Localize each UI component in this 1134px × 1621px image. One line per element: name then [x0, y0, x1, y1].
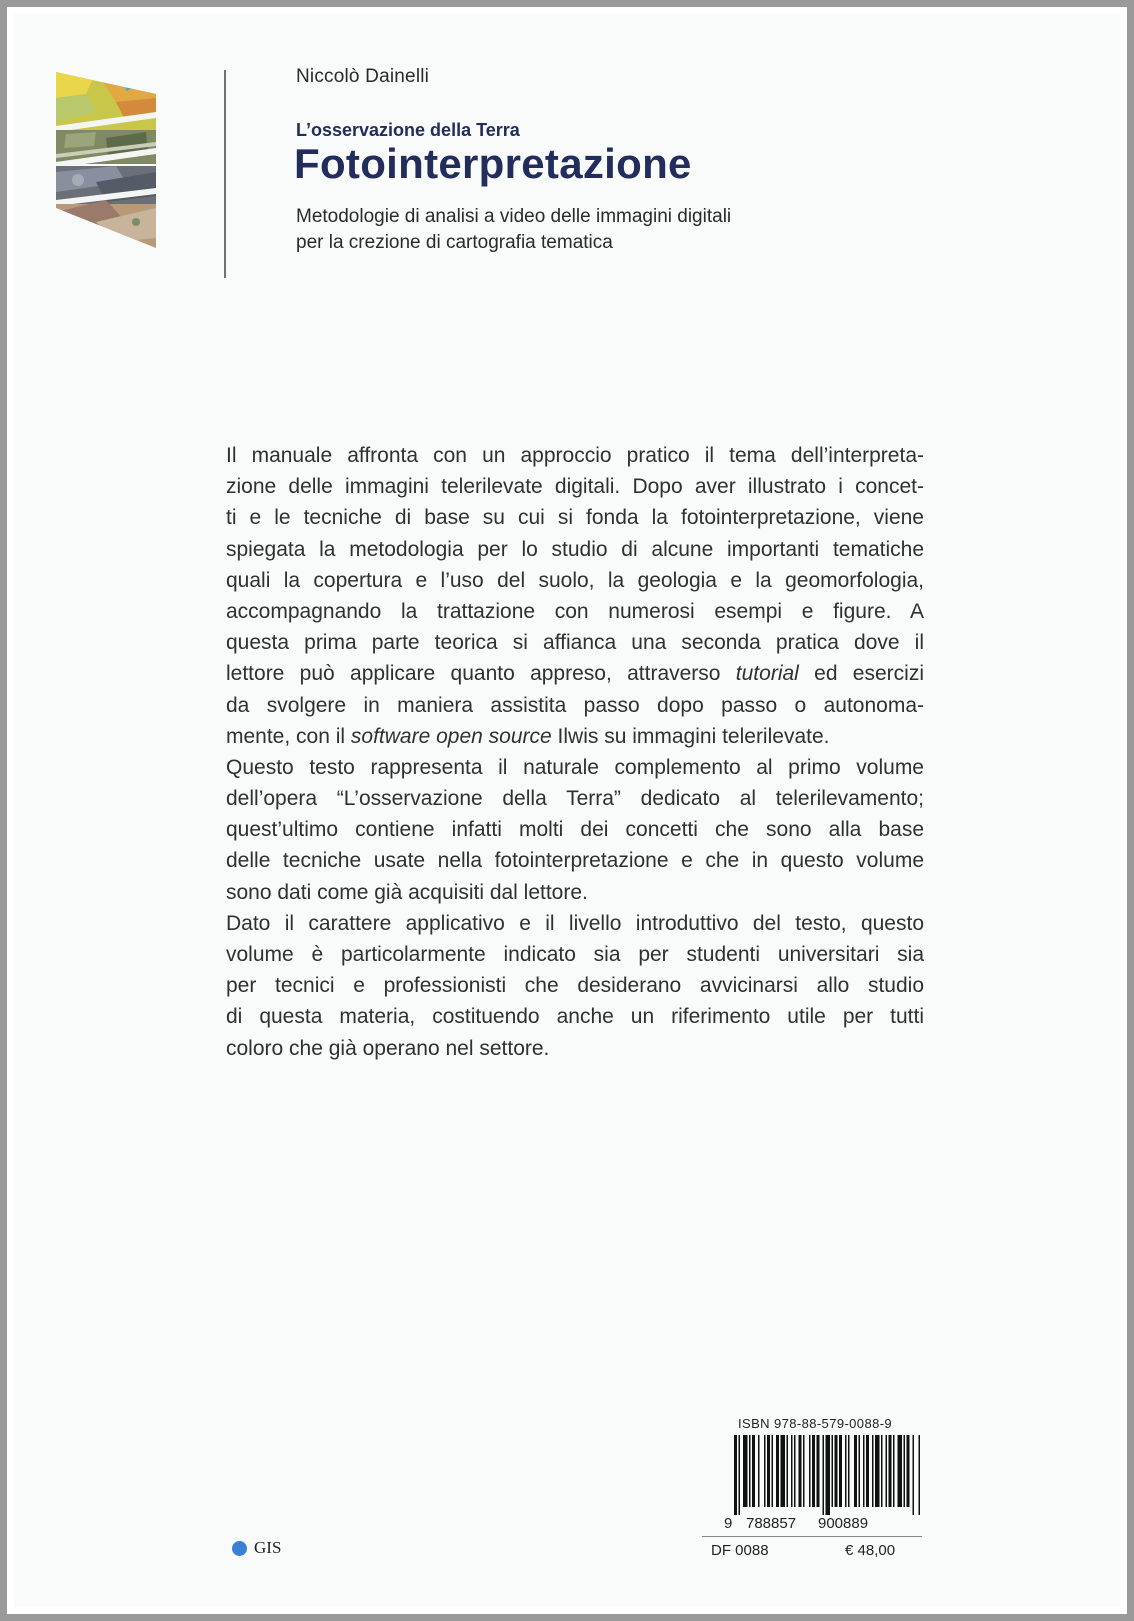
barcode-bar: [839, 1435, 842, 1507]
barcode-bar: [734, 1435, 737, 1515]
blurb-line: ti e le tecniche di base su cui si fonda la fotointerpretazione, viene: [226, 506, 924, 530]
barcode-bar: [787, 1435, 789, 1507]
blurb-line: da svolgere in maniera assistita passo dopo passo o autonoma-: [226, 693, 924, 717]
barcode-bar: [854, 1435, 857, 1507]
barcode-bar: [781, 1435, 786, 1507]
barcode-bar: [907, 1435, 910, 1507]
vertical-divider: [224, 70, 226, 278]
barcode-bar: [881, 1435, 883, 1507]
barcode-bar: [743, 1435, 748, 1507]
barcode-bar: [752, 1435, 755, 1507]
blurb-line: questa prima parte teorica si affianca una seconda pratica dove il: [226, 631, 924, 655]
blurb-fragment: lettore può applicare quanto appreso, attraverso: [226, 662, 721, 686]
barcode-bar: [739, 1435, 741, 1515]
blurb-line: volume è particolarmente indicato sia per studenti universitari sia: [226, 943, 924, 966]
barcode-digits: [724, 1515, 924, 1533]
barcode-bar: [758, 1435, 760, 1507]
barcode-bar: [764, 1435, 766, 1507]
barcode-bar: [913, 1435, 915, 1515]
blurb-italic: software open source: [350, 724, 552, 748]
barcode-bar: [919, 1435, 921, 1515]
subtitle-line: per la crezione di cartografia tematica: [296, 232, 613, 253]
blurb-line: coloro che già operano nel settore.: [226, 1036, 550, 1060]
blurb-line: sono dati come già acquisiti dal lettore.: [226, 880, 588, 904]
blurb-line: di questa materia, costituendo anche un riferimento utile per tutti: [226, 1005, 924, 1029]
barcode-bar: [866, 1435, 869, 1507]
barcode-bar: [848, 1435, 850, 1507]
blurb-line: Dato il carattere applicativo e il livello introduttivo del testo, questo: [226, 911, 924, 935]
barcode-bar: [749, 1435, 751, 1507]
publisher-logo: [232, 1538, 281, 1558]
barcode-digit-prefix: 9: [724, 1515, 733, 1532]
isbn-block: [724, 1415, 924, 1533]
barcode-bar: [767, 1435, 770, 1507]
barcode-bar: [872, 1435, 874, 1507]
barcode-bar: [863, 1435, 865, 1507]
blurb-fragment: ed esercizi: [814, 662, 924, 686]
blurb-line: zione delle immagini telerilevate digitali. Dopo aver illustrato i concet-: [226, 475, 924, 499]
barcode-bar: [817, 1435, 820, 1507]
series-title: L’osservazione della Terra: [296, 120, 520, 140]
subtitle-line: Metodologie di analisi a video delle immagini digitali: [296, 206, 732, 227]
blurb-italic: tutorial: [735, 662, 799, 686]
barcode-bar: [812, 1435, 815, 1507]
blurb-line: quest’ultimo contiene infatti molti dei concetti che sono alla base: [226, 818, 924, 842]
barcode-bar: [823, 1435, 825, 1515]
barcode-bar: [832, 1435, 834, 1507]
barcode-bar: [893, 1435, 895, 1507]
blurb-line: quali la copertura e l’uso del suolo, la geologia e la geomorfologia,: [226, 568, 924, 592]
blurb-line: spiegata la metodologia per lo studio di alcune importanti tematiche: [226, 537, 924, 561]
barcode-digit-group: 788857: [746, 1515, 797, 1532]
barcode-bar: [904, 1435, 906, 1507]
blurb-line: Questo testo rappresenta il naturale complemento al primo volume: [226, 755, 924, 779]
blurb-fragment: mente, con il: [226, 724, 346, 748]
product-code: DF 0088: [711, 1542, 769, 1559]
barcode-bar: [889, 1435, 892, 1507]
book-subtitle: [296, 204, 731, 256]
barcode-bar: [772, 1435, 774, 1507]
barcode-bar: [803, 1435, 805, 1507]
barcode-bar: [776, 1435, 779, 1507]
barcode-bar: [859, 1435, 861, 1507]
barcode-bar: [791, 1435, 793, 1507]
blurb-line: delle tecniche usate nella fotointerpretazione e che in questo volume: [226, 849, 924, 873]
blurb-line: Il manuale affronta con un approccio pratico il tema dell’interpreta-: [226, 444, 924, 467]
publisher-name: GIS: [254, 1538, 282, 1557]
barcode-bar: [799, 1435, 802, 1507]
isbn-label: ISBN 978-88-579-0088-9: [738, 1416, 893, 1431]
barcode-bar: [875, 1435, 880, 1507]
blurb-line: accompagnando la trattazione con numerosi esempi e figure. A: [226, 599, 924, 623]
blurb-line: per tecnici e professionisti che desiderano avvicinarsi allo studio: [226, 974, 924, 998]
blurb-line: [226, 658, 924, 689]
barcode-bar: [898, 1435, 903, 1507]
barcode: [724, 1435, 924, 1515]
author-name: Niccolò Dainelli: [296, 66, 430, 87]
blurb-fragment: Ilwis su immagini telerilevate.: [557, 724, 830, 748]
publisher-dot-icon: [232, 1541, 247, 1556]
price-rule: [702, 1536, 922, 1537]
blurb-line: dell’opera “L’osservazione della Terra” dedicato al telerilevamento;: [226, 787, 924, 811]
blurb-line: [226, 721, 924, 752]
book-title: Fotointerpretazione: [294, 140, 692, 187]
barcode-bar: [794, 1435, 796, 1507]
barcode-bar: [835, 1435, 838, 1507]
barcode-digit-group: 900889: [818, 1515, 869, 1532]
cover-thumbnail-image: [56, 72, 156, 248]
barcode-bar: [809, 1435, 811, 1507]
barcode-bar: [886, 1435, 888, 1507]
barcode-bar: [826, 1435, 831, 1515]
price: € 48,00: [845, 1542, 896, 1559]
barcode-bar: [845, 1435, 847, 1507]
blurb-text: [226, 440, 924, 1064]
